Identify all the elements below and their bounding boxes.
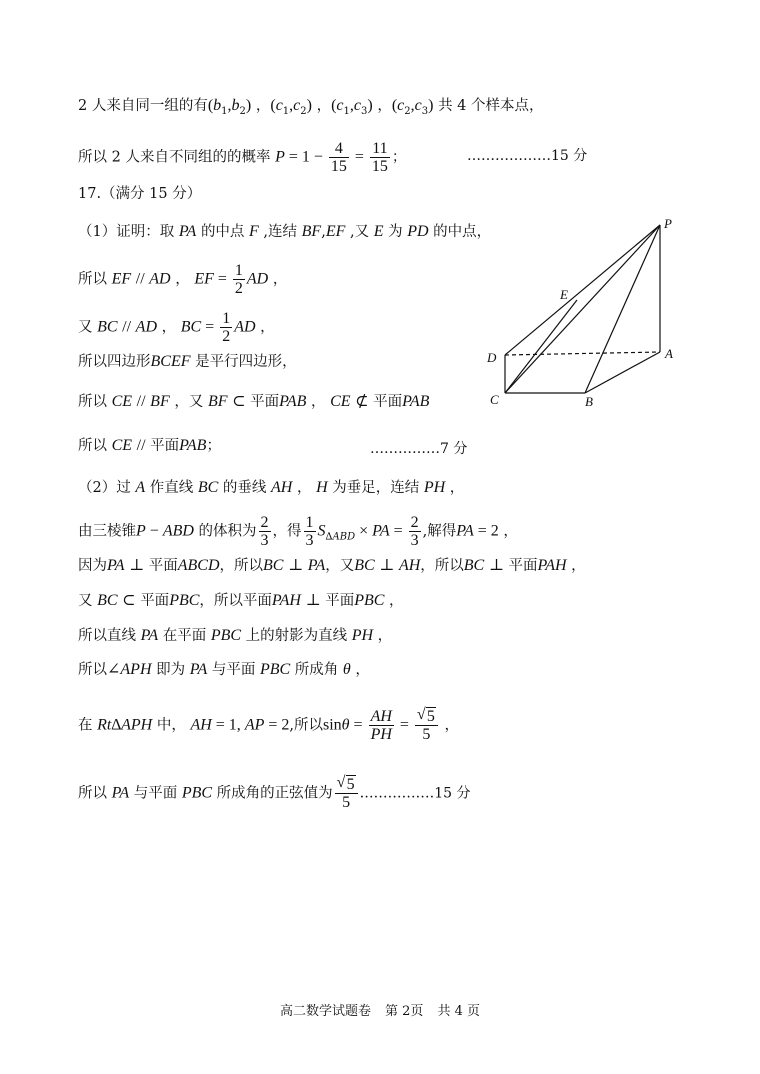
text-line-12: 因为PA ⊥ 平面ABCD，所以BC ⊥ PA，又BC ⊥ AH，所以BC ⊥ 平面PAH ， bbox=[78, 557, 586, 574]
pyramid-figure bbox=[480, 210, 690, 410]
text-line-2: 所以 2 人来自不同组的的概率 P = 1 − $\frac{4}{15}$ = $\frac{11}{15}$ ； bbox=[78, 140, 407, 175]
edge-PB bbox=[585, 225, 660, 393]
text-line-8: 所以 CE // BF ，又 BF ⊂ 平面PAB ， CE ⊄ 平面PAB bbox=[78, 393, 430, 410]
text-line-5: 所以 EF // AD ， EF = $\frac{1}{2}$ AD ， bbox=[78, 262, 288, 297]
footer-title: 高二数学试题卷 bbox=[280, 1004, 372, 1019]
text-line-7: 所以四边形BCEF 是平行四边形， bbox=[78, 353, 297, 370]
label-B: B bbox=[585, 394, 593, 409]
edge-PC bbox=[505, 225, 660, 393]
text-line-15: 所以∠APH 即为 PA 与平面 PBC 所成角 θ ， bbox=[78, 661, 370, 678]
text-line-1: 2 人来自同一组的有$(b_1,b_2)$ ，$(c_1,c_2)$ ，$(c_1,c_3)$ ，$(c_2,c_3)$ 共 4 个样本点， bbox=[78, 97, 544, 117]
fraction: $\frac{11}{15}$ bbox=[371, 140, 388, 175]
label-A: A bbox=[665, 346, 673, 361]
text-line-10: （2）过 A 作直线 BC 的垂线 AH ， H 为垂足，连结 PH ， bbox=[78, 479, 465, 496]
label-P: P bbox=[664, 216, 672, 231]
footer-page: 第 2页 bbox=[385, 1004, 424, 1019]
text-line-6: 又 BC // AD ， BC = $\frac{1}{2}$ AD ， bbox=[78, 310, 275, 345]
text-line-17: 所以 PA 与平面 PBC 所成角的正弦值为 √ $\frac{5}{5}$ .……………15 分 bbox=[78, 776, 471, 811]
footer-total: 共 4 页 bbox=[437, 1004, 480, 1019]
text-line-9: 所以 CE // 平面PAB； bbox=[78, 437, 221, 454]
problem-heading: 17.（满分 15 分） bbox=[78, 186, 202, 202]
score-marker: ………………15 分 bbox=[467, 148, 588, 164]
label-E: E bbox=[560, 287, 568, 302]
edge-PD bbox=[505, 225, 660, 355]
text-line-16: 在 Rt∆APH 中， AH = 1, AP = 2,所以sinθ = $\frac{AH}{PH}$ = √ $\frac{5}{5}$ ， bbox=[78, 708, 459, 743]
text-line-13: 又 BC ⊂ 平面PBC，所以平面PAH ⊥ 平面PBC ， bbox=[78, 592, 404, 609]
edge-DA bbox=[505, 352, 660, 355]
text-line-11: 由三棱锥P − ABD 的体积为 $\frac{2}{3}$ ，得 $\frac{1}{3}$ $S_{\Delta ABD}$ × PA = $\frac{2}{3}$ ,解得PA = 2 ， bbox=[78, 514, 518, 549]
edge-BA bbox=[585, 352, 660, 393]
text-line-14: 所以直线 PA 在平面 PBC 上的射影为直线 PH ， bbox=[78, 627, 393, 644]
label-C: C bbox=[490, 392, 499, 407]
score-marker: ……………15 分 bbox=[364, 785, 471, 802]
score-marker: ……………7 分 bbox=[370, 441, 468, 457]
page-footer bbox=[0, 1000, 760, 1019]
label-D: D bbox=[487, 350, 497, 365]
text-line-4: （1）证明：取 PA 的中点 F ,连结 BF,EF ,又 E 为 PD 的中点， bbox=[78, 223, 492, 240]
fraction: $\frac{4}{15}$ bbox=[330, 140, 347, 175]
